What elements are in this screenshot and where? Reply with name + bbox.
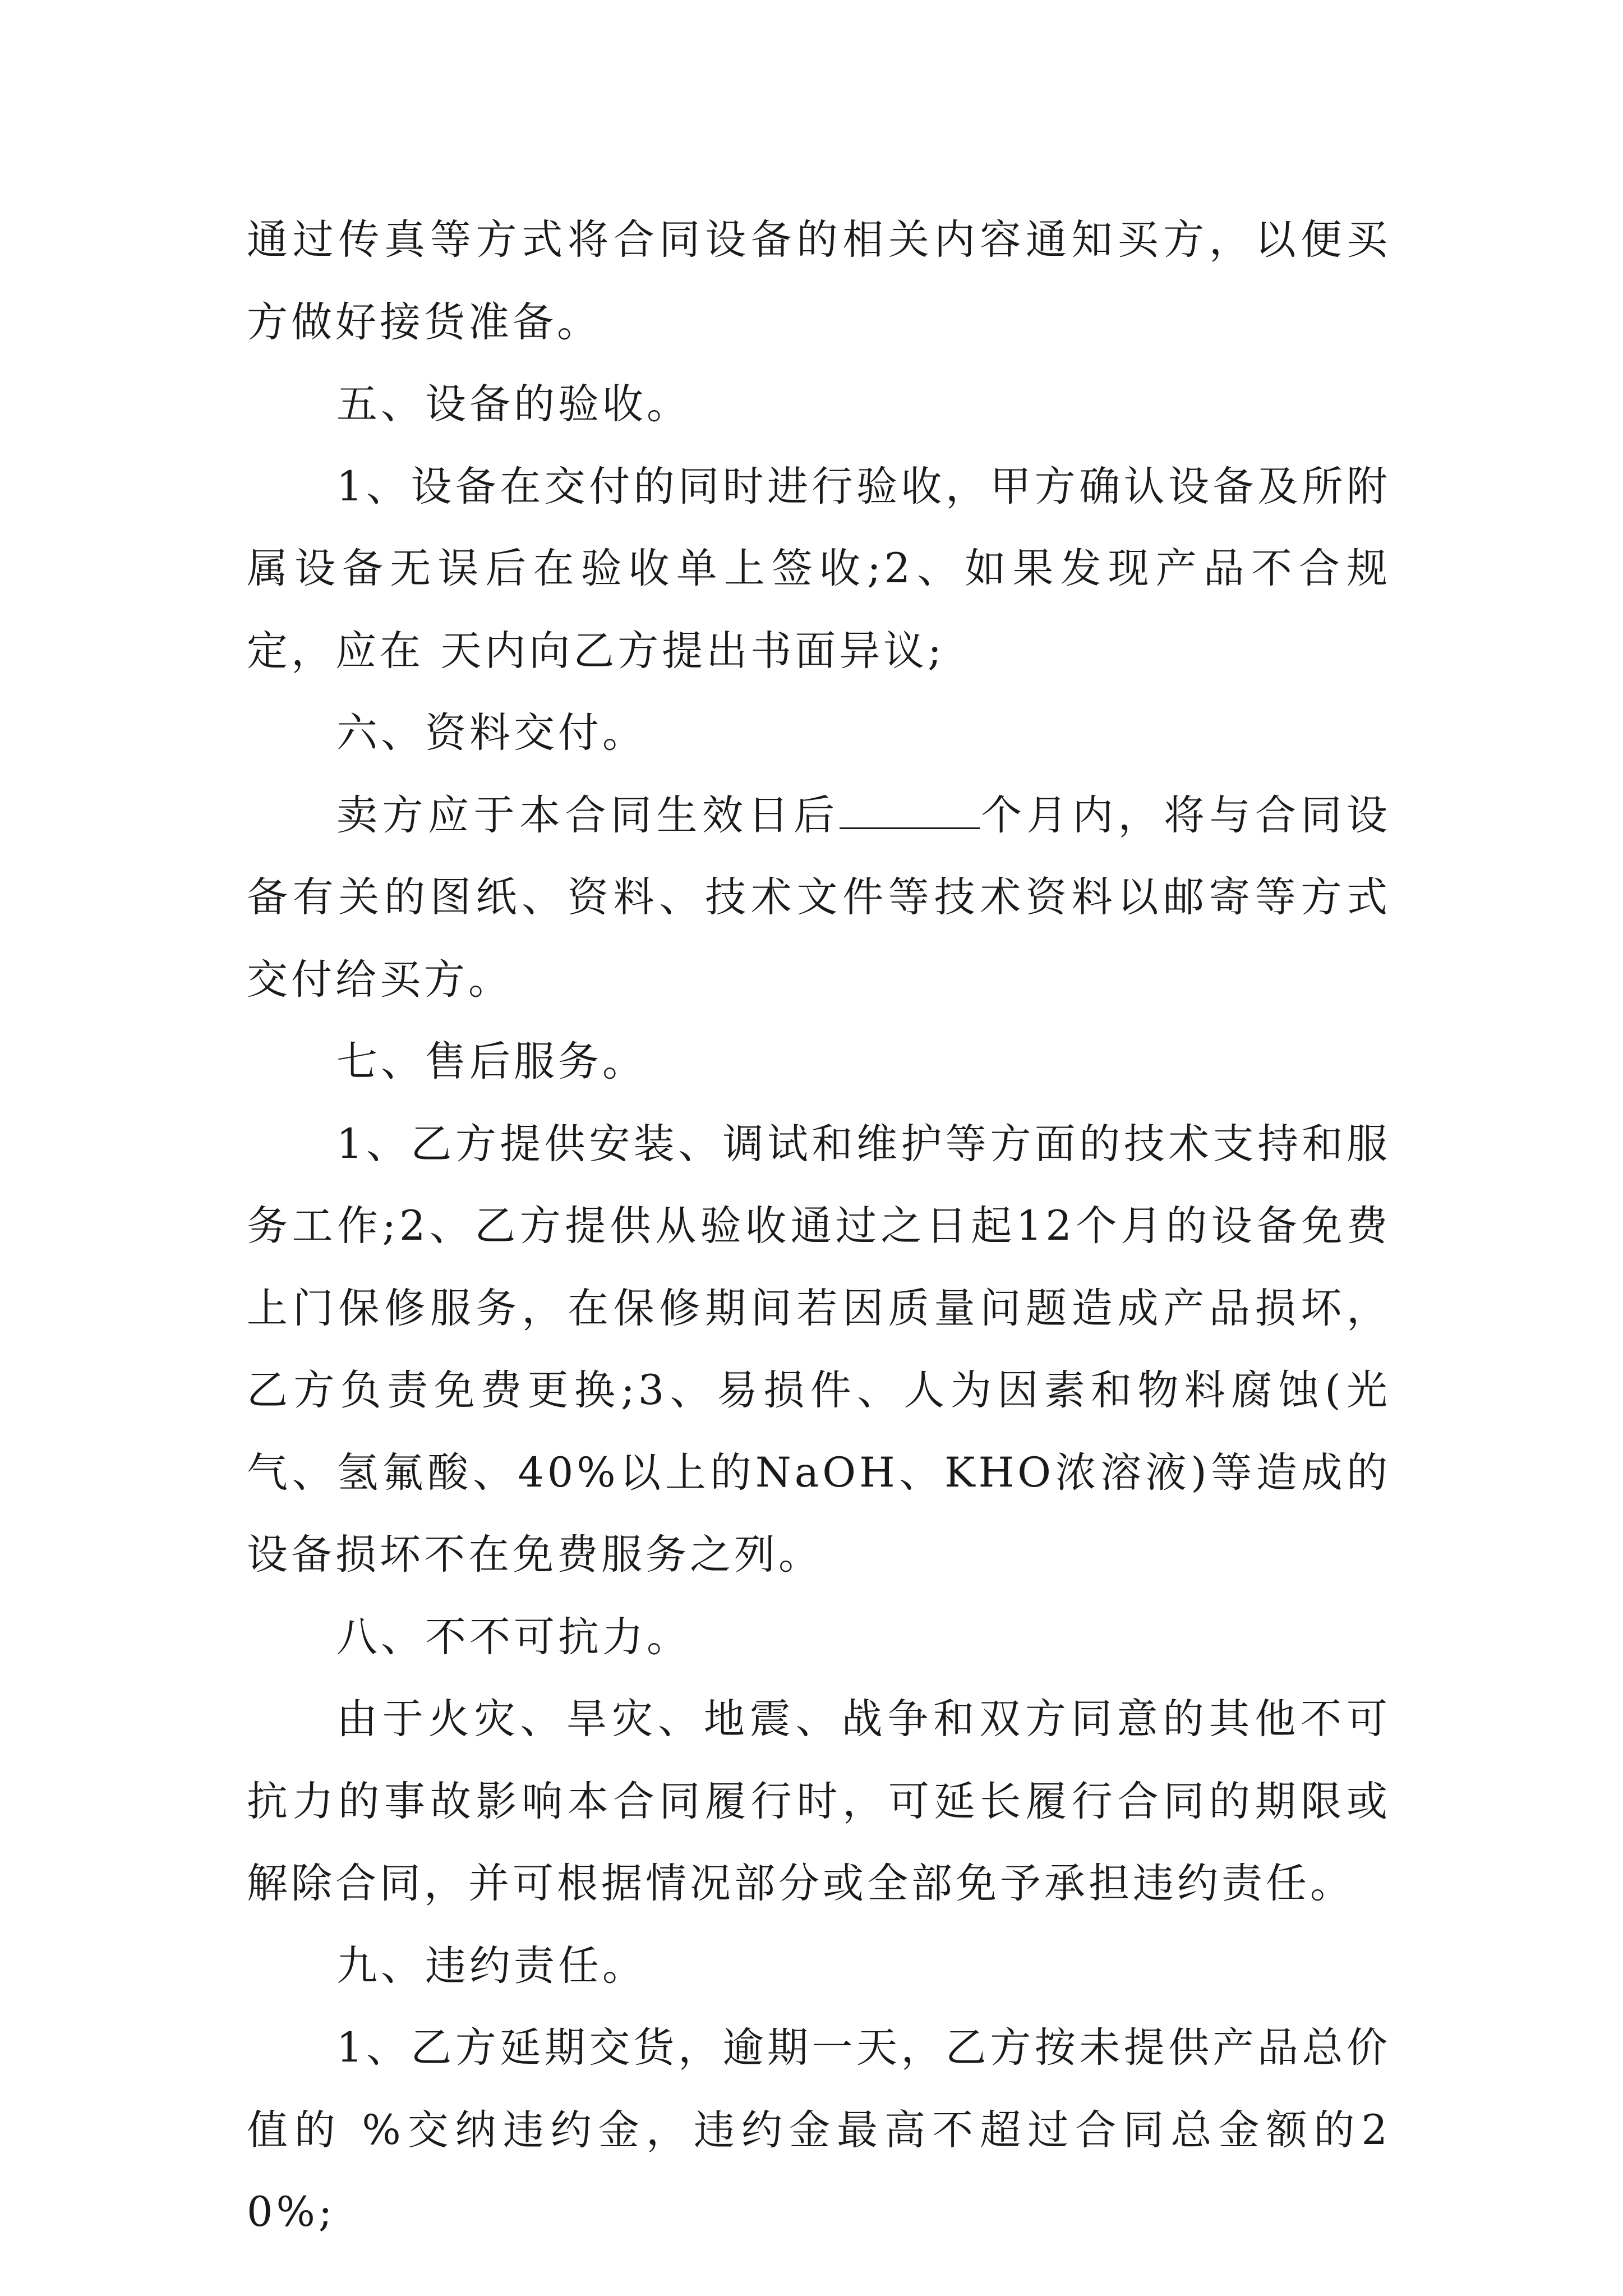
paragraph-documents-delivery-rest: 个月内，将与合同设备有关的图纸、资料、技术文件等技术资料以邮寄等方式交付给买方。 [247, 791, 1391, 1004]
section-heading-acceptance: 五、设备的验收。 [336, 380, 691, 428]
section-heading-after-sales: 七、售后服务。 [336, 1038, 647, 1085]
blank-fill-line-months [840, 790, 980, 829]
paragraph-documents-delivery-lead: 卖方应于本合同生效日后 [336, 791, 840, 839]
section-heading-force-majeure: 八、不不可抗力。 [336, 1613, 691, 1661]
paragraph-acceptance-terms: 1、设备在交付的同时进行验收，甲方确认设备及所附属设备无误后在验收单上签收;2、如果发现产品不合规定，应在 天内向乙方提出书面异议; [247, 462, 1391, 675]
section-heading-documents-delivery: 六、资料交付。 [336, 709, 647, 757]
paragraph-force-majeure: 由于火灾、旱灾、地震、战争和双方同意的其他不可抗力的事故影响本合同履行时，可延长履行合同的期限或解除合同，并可根据情况部分或全部免予承担违约责任。 [247, 1695, 1391, 1907]
paragraph-liability-terms: 1、乙方延期交货，逾期一天，乙方按未提供产品总价值的 %交纳违约金，违约金最高不超过合同总金额的20%; [247, 2024, 1391, 2236]
contract-body [247, 199, 1391, 2254]
paragraph-after-sales-terms: 1、乙方提供安装、调试和维护等方面的技术支持和服务工作;2、乙方提供从验收通过之日起12个月的设备免费上门保修服务，在保修期间若因质量问题造成产品损坏，乙方负责免费更换;3、易损件、人为因素和物料腐蚀(光气、氢氟酸、40%以上的NaOH、KHO浓溶液)等造成的设备损坏不在免费服务之列。 [247, 1120, 1391, 1579]
paragraph-delivery-notice-continued: 通过传真等方式将合同设备的相关内容通知买方，以便买方做好接货准备。 [247, 216, 1391, 346]
paragraph-documents-delivery [247, 775, 1391, 1022]
section-heading-liability: 九、违约责任。 [336, 1941, 647, 1990]
